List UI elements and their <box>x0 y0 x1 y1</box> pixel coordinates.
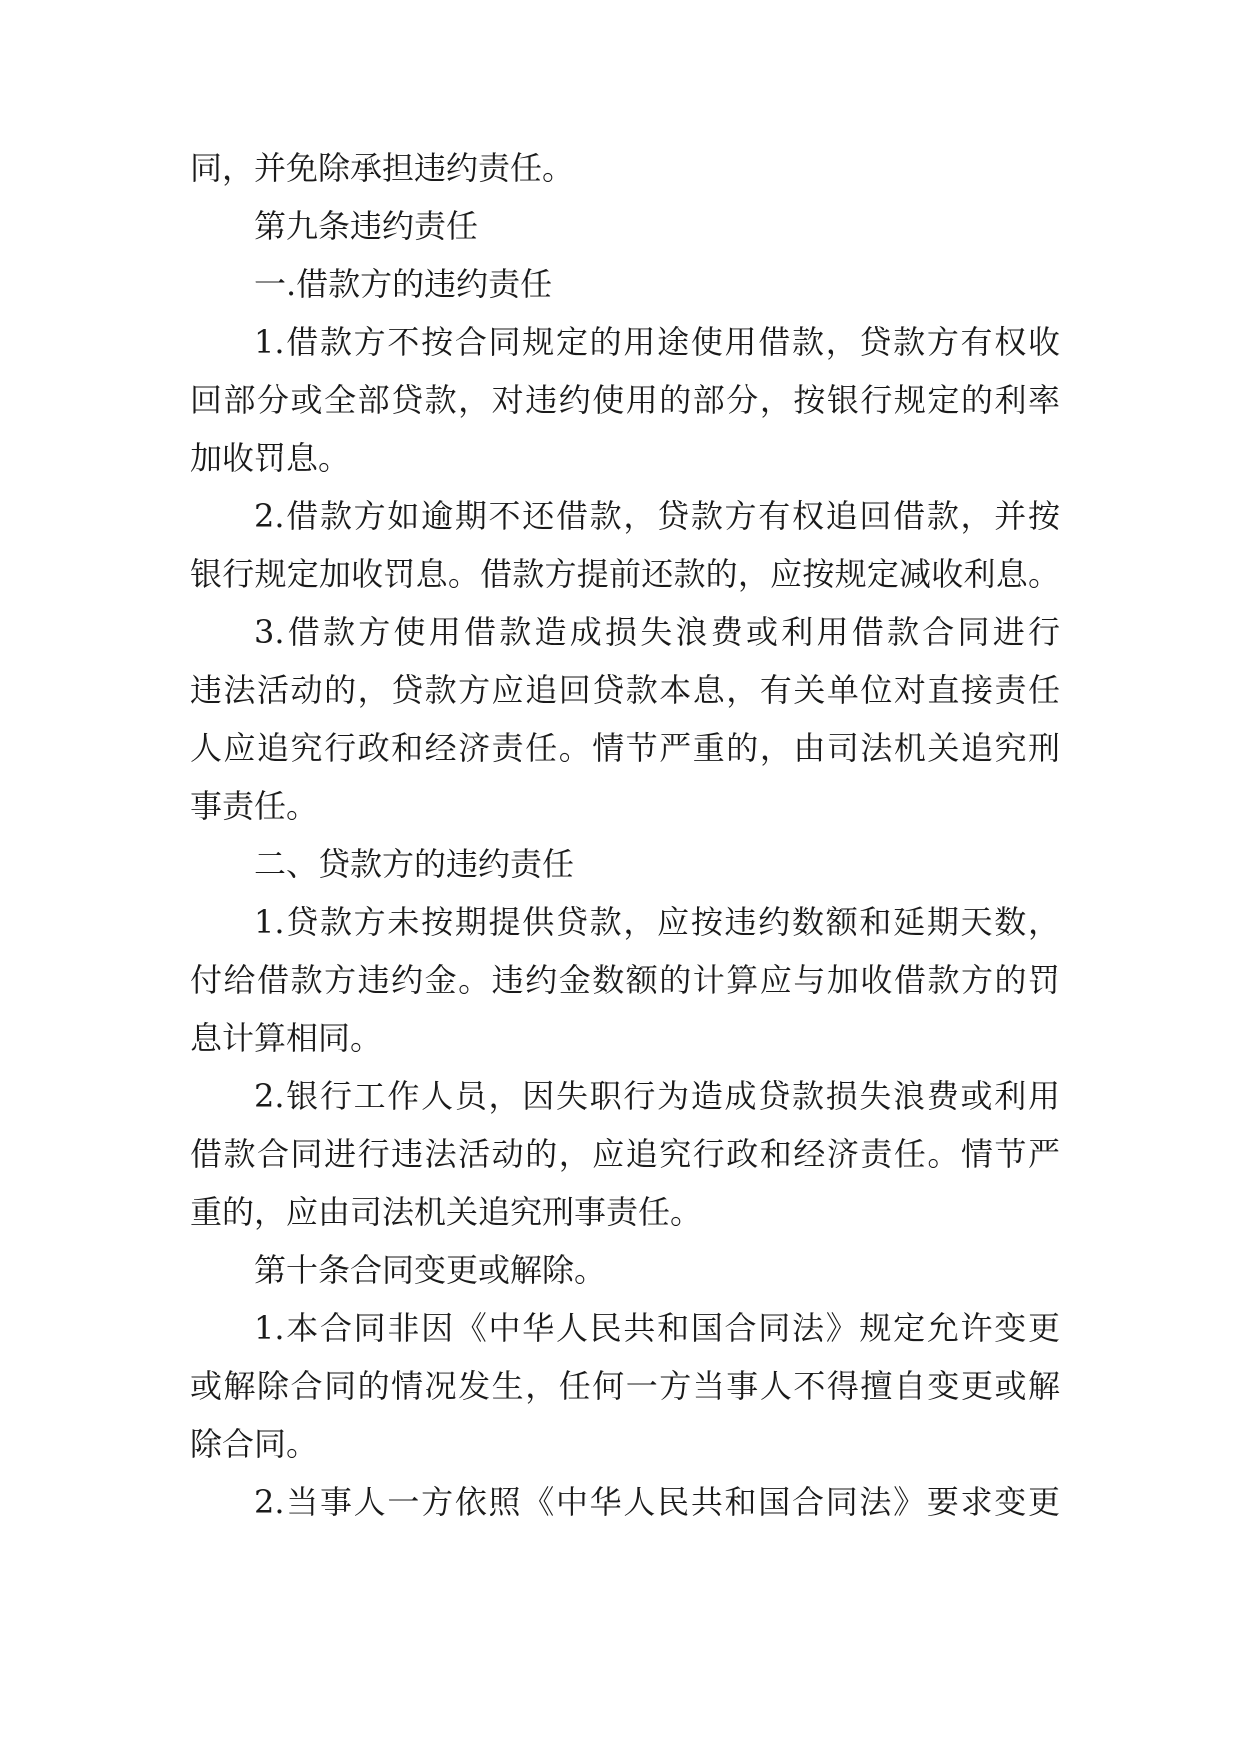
text-line: 人应追究行政和经济责任。情节严重的，由司法机关追究刑 <box>190 729 1060 767</box>
text-line: 3.借款方使用借款造成损失浪费或利用借款合同进行 <box>254 613 1060 651</box>
text-line: 除合同。 <box>190 1425 319 1463</box>
text-line: 2.当事人一方依照《中华人民共和国合同法》要求变更 <box>254 1483 1060 1521</box>
text-line: 回部分或全部贷款，对违约使用的部分，按银行规定的利率 <box>190 381 1060 419</box>
text-line: 2.借款方如逾期不还借款，贷款方有权追回借款，并按 <box>254 497 1060 535</box>
text-line: 1.本合同非因《中华人民共和国合同法》规定允许变更 <box>254 1309 1060 1347</box>
subsection-heading: 二、贷款方的违约责任 <box>254 845 575 883</box>
text-line: 2.银行工作人员，因失职行为造成贷款损失浪费或利用 <box>254 1077 1060 1115</box>
section-heading: 第九条违约责任 <box>254 207 479 245</box>
text-line: 借款合同进行违法活动的，应追究行政和经济责任。情节严 <box>190 1135 1060 1173</box>
text-line: 或解除合同的情况发生，任何一方当事人不得擅自变更或解 <box>190 1367 1060 1405</box>
text-line: 付给借款方违约金。违约金数额的计算应与加收借款方的罚 <box>190 961 1060 999</box>
text-line: 1.借款方不按合同规定的用途使用借款，贷款方有权收 <box>254 323 1060 361</box>
section-heading: 第十条合同变更或解除。 <box>254 1251 607 1289</box>
text-line: 违法活动的，贷款方应追回贷款本息，有关单位对直接责任 <box>190 671 1060 709</box>
text-line: 1.贷款方未按期提供贷款，应按违约数额和延期天数， <box>254 903 1060 941</box>
text-line: 息计算相同。 <box>190 1019 383 1057</box>
text-line: 事责任。 <box>190 787 319 825</box>
text-line: 加收罚息。 <box>190 439 351 477</box>
subsection-heading: 一.借款方的违约责任 <box>254 265 553 303</box>
text-line: 重的，应由司法机关追究刑事责任。 <box>190 1193 703 1231</box>
text-line: 银行规定加收罚息。借款方提前还款的，应按规定减收利息。 <box>190 555 1060 593</box>
text-line: 同，并免除承担违约责任。 <box>190 149 575 187</box>
